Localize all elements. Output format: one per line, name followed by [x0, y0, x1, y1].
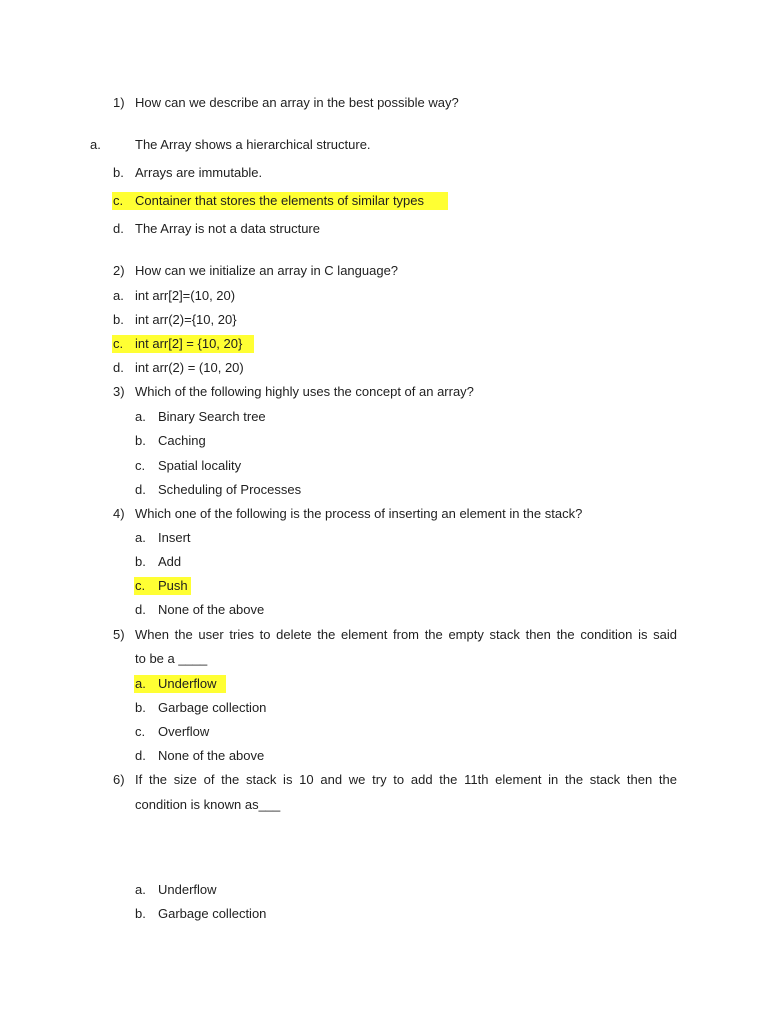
option-text: Insert [158, 530, 191, 545]
option-text: Push [158, 578, 188, 593]
question-text-line-1: If the size of the stack is 10 and we try to add the 11th element in the stack then the [135, 772, 677, 787]
option-text: int arr(2)={10, 20} [135, 312, 237, 327]
option-text: Binary Search tree [158, 409, 266, 424]
question-text-line-2: condition is known as___ [135, 797, 281, 812]
option-letter: b. [135, 906, 146, 921]
question-number: 4) [113, 506, 125, 521]
question-text: Which of the following highly uses the concept of an array? [135, 384, 474, 399]
question-text: How can we initialize an array in C language? [135, 263, 399, 278]
option-letter: d. [135, 602, 146, 617]
option-letter: a. [135, 409, 146, 424]
option-text: int arr[2] = {10, 20} [135, 336, 243, 351]
option-text: Scheduling of Processes [158, 482, 302, 497]
option-letter: c. [135, 458, 146, 473]
question-5 [0, 626, 768, 644]
question-text-line-2: to be a ____ [135, 651, 208, 666]
option-letter: a. [135, 882, 146, 897]
option-text: The Array shows a hierarchical structure. [135, 137, 371, 152]
option-letter: d. [113, 221, 124, 236]
question-number: 6) [113, 772, 125, 787]
option-letter: c. [135, 578, 146, 593]
question-text: Which one of the following is the process of inserting an element in the stack? [135, 506, 583, 521]
option-text: Underflow [158, 676, 217, 691]
question-number: 3) [113, 384, 125, 399]
question-text-line-1: When the user tries to delete the element from the empty stack then the condition is said [135, 627, 677, 642]
option-text: Add [158, 554, 182, 569]
option-letter: b. [135, 700, 146, 715]
option-text: None of the above [158, 602, 265, 617]
question-text: How can we describe an array in the best possible way? [135, 95, 459, 110]
option-text: Garbage collection [158, 906, 267, 921]
option-letter: b. [113, 312, 124, 327]
option-letter: d. [135, 482, 146, 497]
option-text: Container that stores the elements of similar types [135, 193, 425, 208]
option-letter: b. [135, 433, 146, 448]
option-text: Overflow [158, 724, 210, 739]
option-letter: a. [135, 530, 146, 545]
option-letter: c. [113, 193, 124, 208]
option-text: int arr[2]=(10, 20) [135, 288, 236, 303]
option-text: The Array is not a data structure [135, 221, 320, 236]
option-letter: d. [135, 748, 146, 763]
option-text: Arrays are immutable. [135, 165, 263, 180]
option-letter: a. [113, 288, 124, 303]
question-number: 2) [113, 263, 125, 278]
option-letter: c. [113, 336, 124, 351]
option-letter: b. [135, 554, 146, 569]
option-letter: a. [135, 676, 146, 691]
option-text: Caching [158, 433, 206, 448]
option-text: Garbage collection [158, 700, 267, 715]
option-text: None of the above [158, 748, 265, 763]
option-letter: b. [113, 165, 124, 180]
option-text: int arr(2) = (10, 20) [135, 360, 244, 375]
option-letter: d. [113, 360, 124, 375]
option-text: Spatial locality [158, 458, 242, 473]
option-letter: c. [135, 724, 146, 739]
option-text: Underflow [158, 882, 217, 897]
question-6 [0, 771, 768, 789]
question-number: 5) [113, 627, 125, 642]
question-number: 1) [113, 95, 125, 110]
option-letter: a. [90, 137, 101, 152]
